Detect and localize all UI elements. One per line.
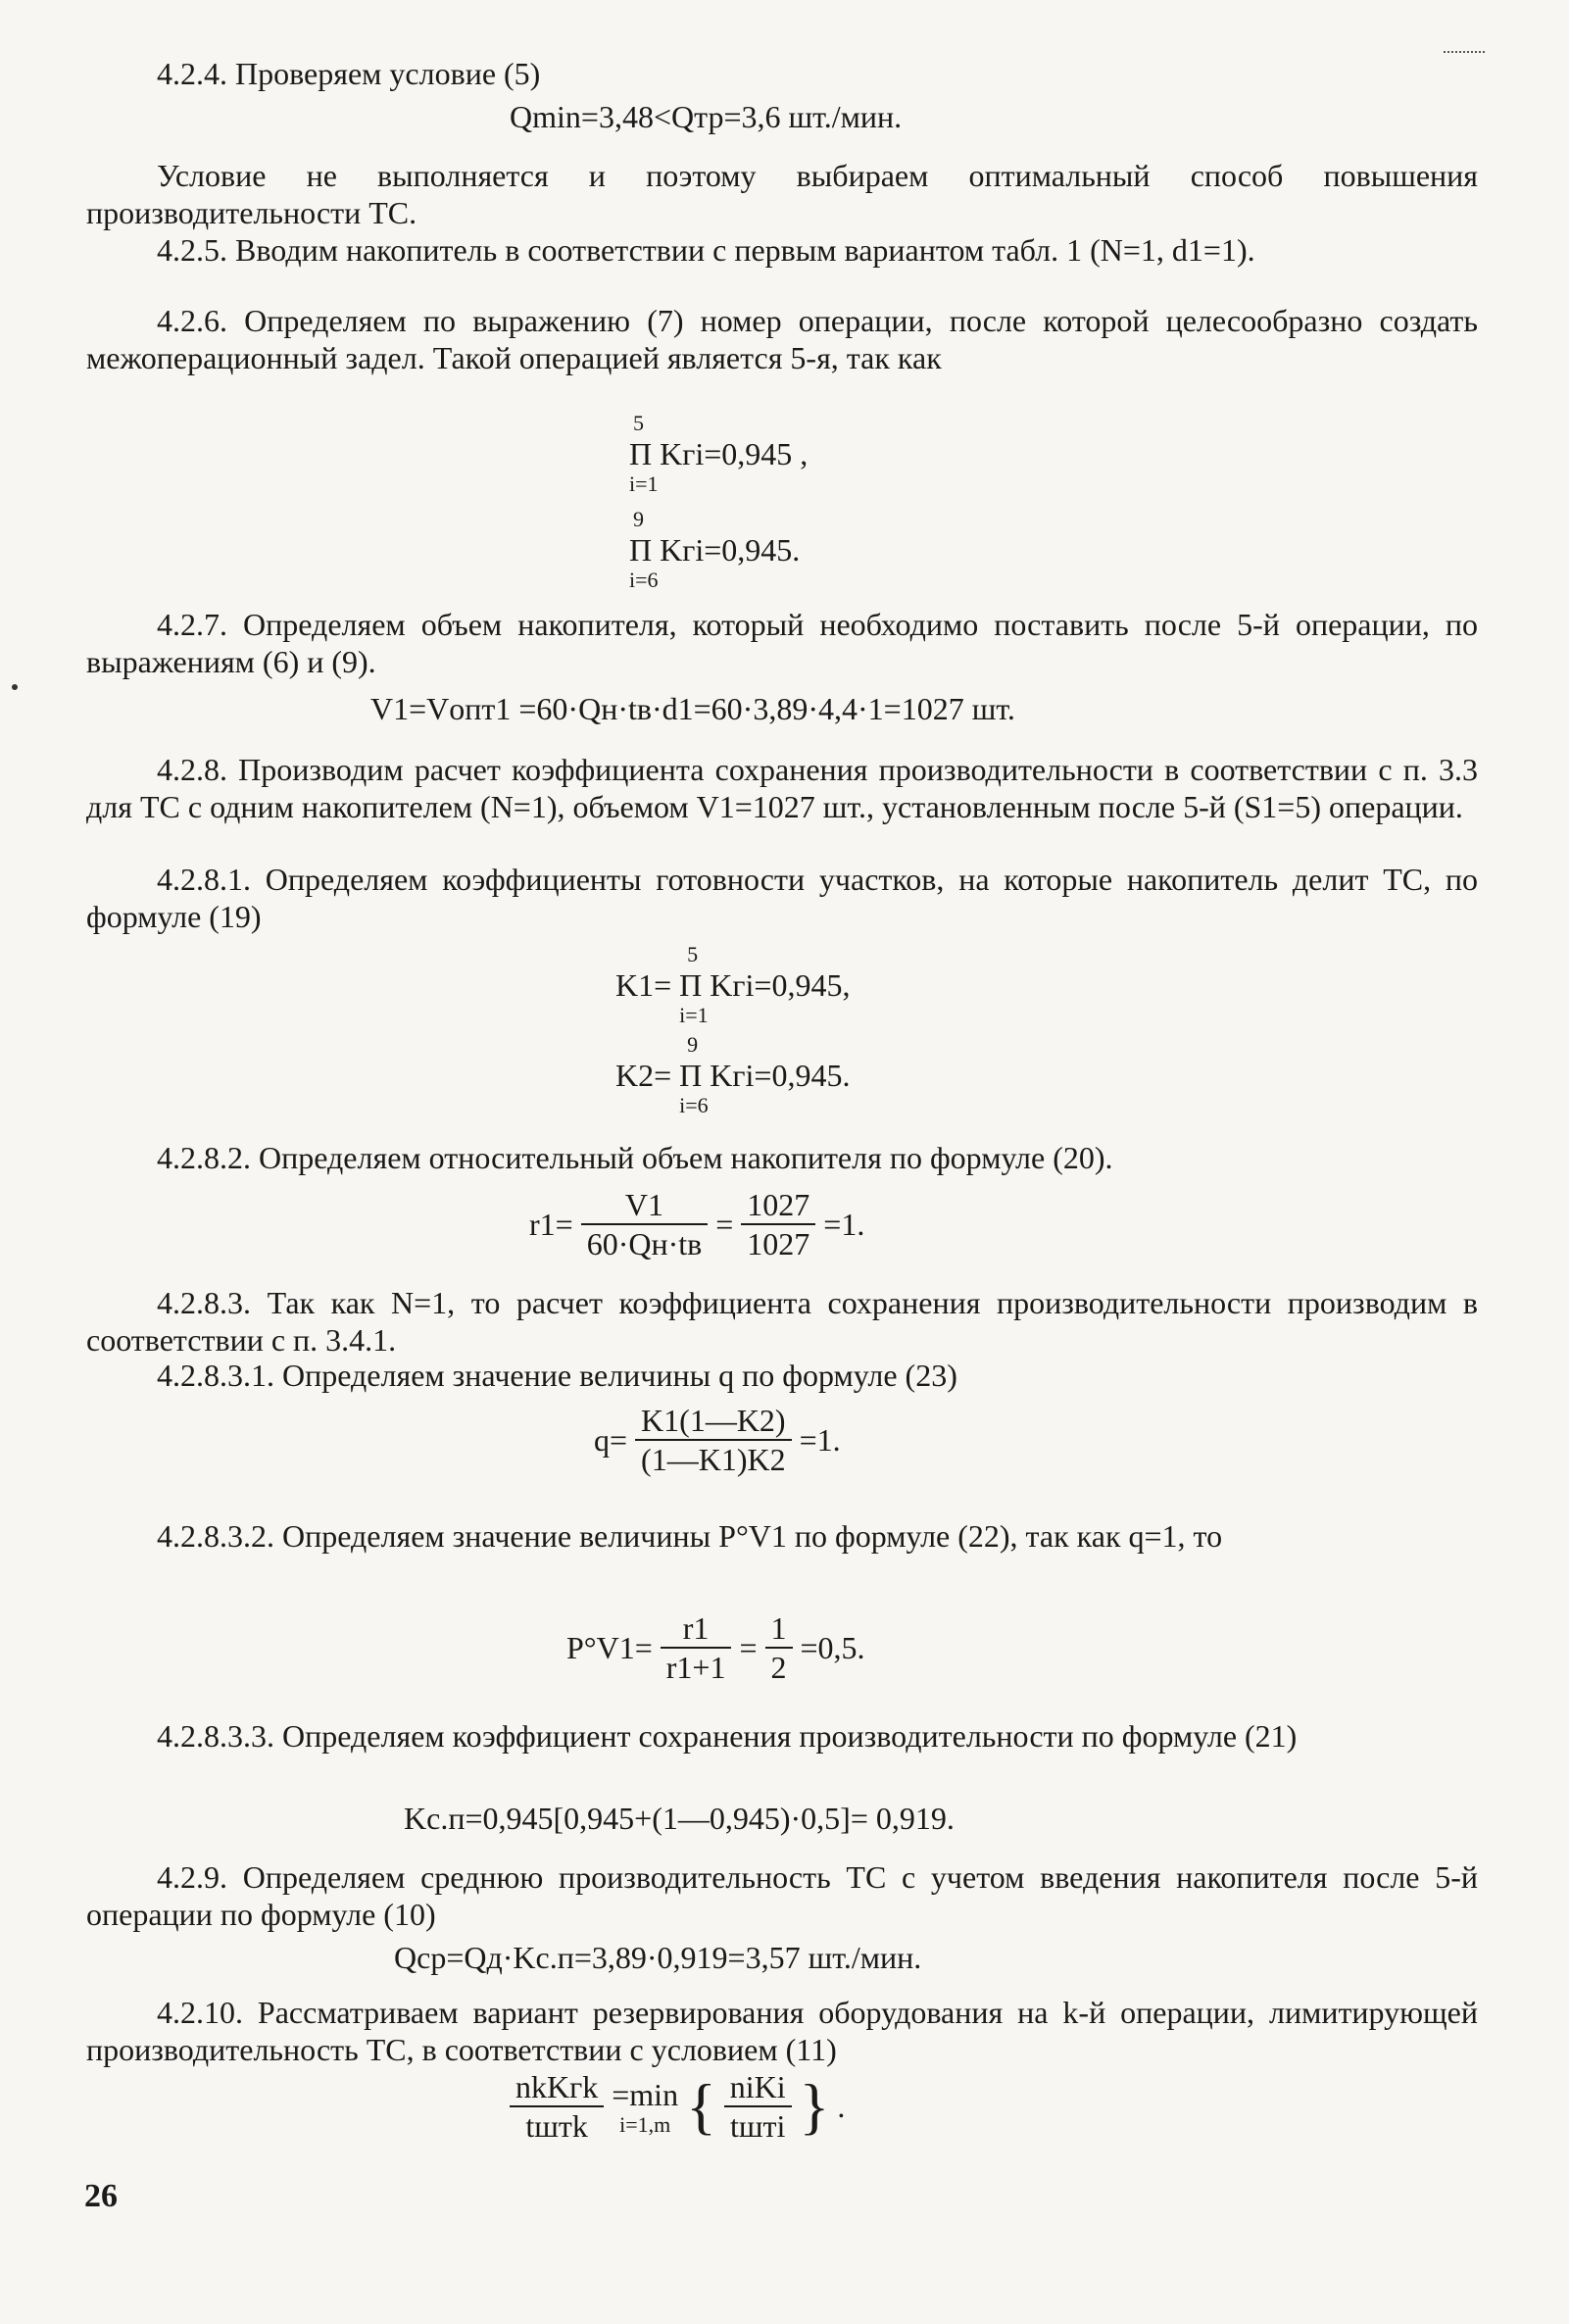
eq11-fraction-1 [510, 2068, 604, 2145]
p-num-1: r1 [661, 1609, 732, 1649]
r1-num-1: V1 [581, 1186, 709, 1225]
para-4-2-9: 4.2.9. Определяем среднюю производительность ТС с учетом введения накопителя после 5-й операции по формуле (10) [86, 1859, 1478, 1932]
eq11-num-1: nkKгk [510, 2068, 604, 2107]
para-4-2-6: 4.2.6. Определяем по выражению (7) номер операции, после которой целесообразно создать межоперационный задел. Такой операцией является 5-я, так как [86, 303, 1478, 375]
p-fraction-1 [661, 1609, 732, 1686]
r1-fraction-2 [741, 1186, 815, 1262]
margin-dot [12, 684, 18, 690]
p-lhs: P°V1= [566, 1630, 653, 1665]
product-1-lower: i=1 [629, 471, 659, 496]
eq11-rhs: . [837, 2089, 846, 2124]
k2-lower: i=6 [679, 1093, 709, 1117]
para-4-2-8-3-2: 4.2.8.3.2. Определяем значение величины P°V1 по формуле (22), так как q=1, то [157, 1518, 1223, 1554]
equation-kcp: Kс.п=0,945[0,945+(1—0,945)·0,5]= 0,919. [404, 1801, 955, 1836]
q-fraction [635, 1402, 792, 1478]
k1-body: П Kгi=0,945, [679, 967, 851, 1003]
para-4-2-8-2: 4.2.8.2. Определяем относительный объем накопителя по формуле (20). [157, 1140, 1113, 1175]
r1-rhs: =1. [823, 1207, 865, 1242]
eq11-den-2: tштi [730, 2108, 786, 2144]
k2-product [679, 1033, 850, 1117]
para-4-2-10: 4.2.10. Рассматриваем вариант резервирования оборудования на k-й операции, лимитирующей производительность ТС, в соответствии с условием (11) [86, 1995, 1478, 2067]
product-1-upper: 5 [633, 411, 644, 435]
k1-upper: 5 [687, 942, 699, 966]
k2-lhs: K2= [615, 1058, 672, 1093]
p-rhs: =0,5. [800, 1630, 865, 1665]
p-den-1: r1+1 [665, 1650, 726, 1685]
product-2-body: П Kгi=0,945. [629, 532, 801, 568]
para-4-2-5: 4.2.5. Вводим накопитель в соответствии с первым вариантом табл. 1 (N=1, d1=1). [157, 232, 1255, 268]
para-4-2-4: 4.2.4. Проверяем условие (5) [157, 56, 541, 91]
equation-q [594, 1402, 841, 1478]
eq11-den-1: tштk [525, 2108, 588, 2144]
p-num-2: 1 [765, 1609, 793, 1649]
k1-lhs: K1= [615, 967, 672, 1003]
q-lhs: q= [594, 1422, 628, 1458]
eq11-fraction-2 [724, 2068, 792, 2145]
eq11-left-brace: { [686, 2071, 716, 2141]
para-4-2-8-3-3: 4.2.8.3.3. Определяем коэффициент сохранения производительности по формуле (21) [157, 1718, 1298, 1754]
product-2-upper: 9 [633, 507, 644, 531]
para-4-2-8: 4.2.8. Производим расчет коэффициента сохранения производительности в соответствии с п. 3.3 для ТС с одним накопителем (N=1), объемом V1=1027 шт., установленным после 5-й (S1=5) операции. [86, 752, 1478, 824]
r1-num-2: 1027 [741, 1186, 815, 1225]
equation-r1 [529, 1186, 864, 1262]
r1-den-2: 1027 [747, 1226, 810, 1261]
corner-mark [1444, 51, 1485, 53]
k1-product [679, 943, 850, 1027]
equation-v1: V1=Vопт1 =60·Qн·tв·d1=60·3,89·4,4·1=1027 шт. [370, 691, 1015, 726]
p-den-2: 2 [770, 1650, 787, 1685]
p-mid: = [739, 1630, 758, 1665]
para-4-2-8-3-1: 4.2.8.3.1. Определяем значение величины q по формуле (23) [157, 1358, 957, 1393]
equation-p [566, 1609, 865, 1686]
r1-mid: = [715, 1207, 734, 1242]
k2-upper: 9 [687, 1032, 699, 1057]
para-4-2-4-text: Условие не выполняется и поэтому выбираем оптимальный способ повышения производительности ТС. [86, 158, 1478, 230]
page-number: 26 [84, 2178, 118, 2214]
equation-11 [510, 2068, 845, 2145]
eq11-right-brace: } [799, 2071, 830, 2141]
equation-5: Qmin=3,48<Qтр=3,6 шт./мин. [510, 99, 903, 134]
product-1 [629, 412, 808, 496]
q-den: (1—K1)K2 [641, 1442, 786, 1477]
para-4-2-7: 4.2.7. Определяем объем накопителя, который необходимо поставить после 5-й операции, по выражениям (6) и (9). [86, 607, 1478, 679]
para-4-2-8-3: 4.2.8.3. Так как N=1, то расчет коэффициента сохранения производительности производим в соответствии с п. 3.4.1. [86, 1285, 1478, 1358]
eq11-num-2: niKi [724, 2068, 792, 2107]
q-num: K1(1—K2) [635, 1402, 792, 1441]
q-rhs: =1. [799, 1422, 841, 1458]
equation-k1 [615, 943, 850, 1027]
product-1-body: П Kгi=0,945 , [629, 436, 809, 471]
k1-lower: i=1 [679, 1003, 709, 1027]
r1-den-1: 60·Qн·tв [586, 1226, 703, 1261]
k2-body: П Kгi=0,945. [679, 1058, 851, 1093]
eq11-min [612, 2076, 678, 2137]
eq11-min-label: =min [612, 2077, 679, 2112]
para-4-2-8-1: 4.2.8.1. Определяем коэффициенты готовности участков, на которые накопитель делит ТС, по формуле (19) [86, 862, 1478, 934]
r1-fraction-1 [581, 1186, 709, 1262]
equation-k2 [615, 1033, 850, 1117]
product-2 [629, 508, 800, 592]
p-fraction-2 [765, 1609, 793, 1686]
r1-lhs: r1= [529, 1207, 573, 1242]
eq11-min-sub: i=1,m [619, 2112, 671, 2137]
product-2-lower: i=6 [629, 568, 659, 592]
equation-qcp: Qср=Qд·Kс.п=3,89·0,919=3,57 шт./мин. [394, 1940, 922, 1975]
